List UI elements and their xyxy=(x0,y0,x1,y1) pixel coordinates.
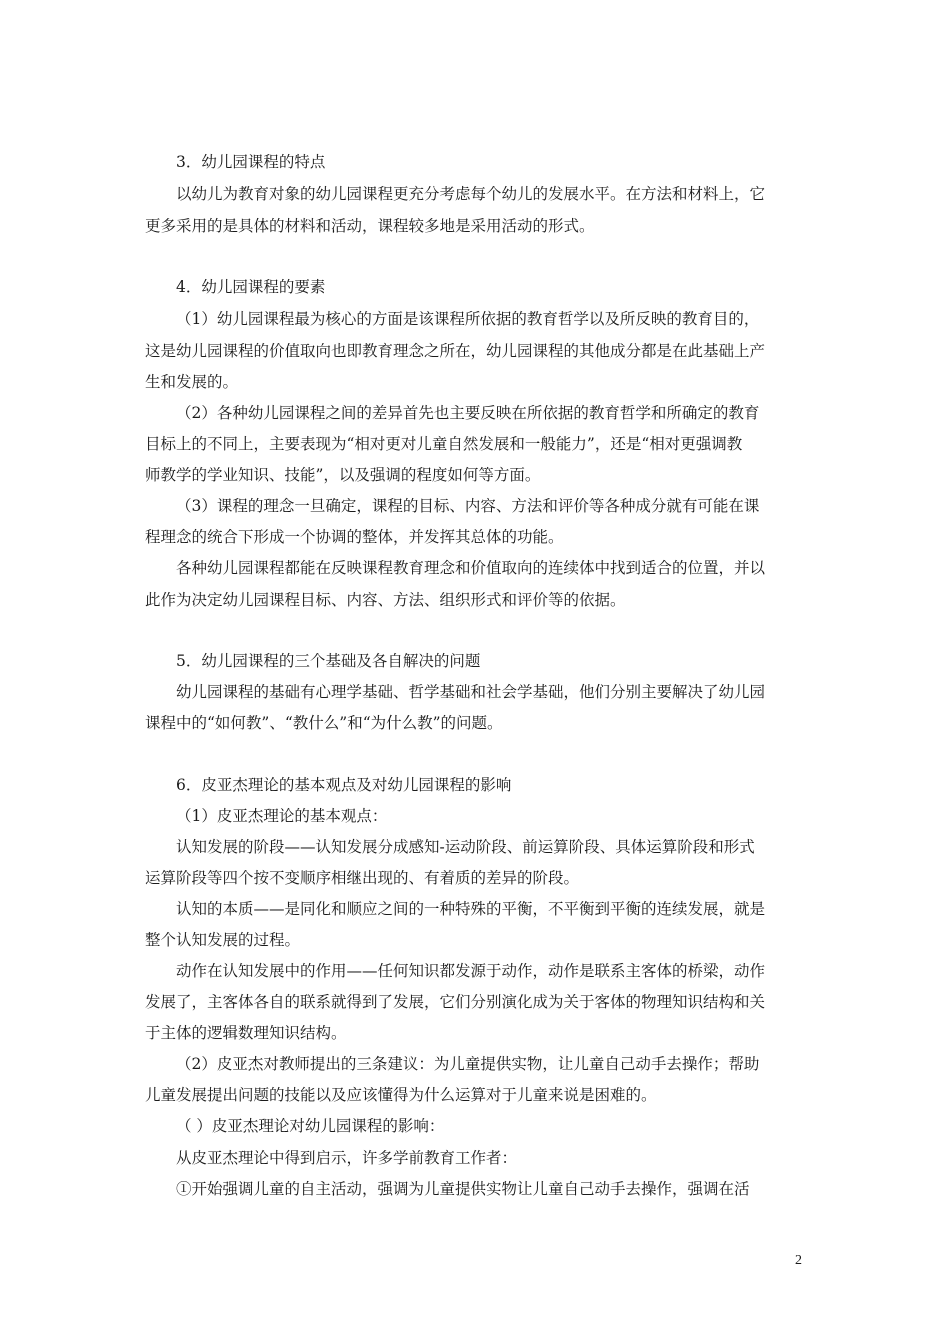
paragraph-line: 动作在认知发展中的作用——任何知识都发源于动作，动作是联系主客体的桥梁，动作 xyxy=(176,962,766,980)
paragraph-line: ①开始强调儿童的自主活动，强调为儿童提供实物让儿童自己动手去操作，强调在活 xyxy=(176,1180,750,1198)
paragraph-line: 各种幼儿园课程都能在反映课程教育理念和价值取向的连续体中找到适合的位置，并以 xyxy=(176,559,766,577)
paragraph-line: 发展了，主客体各自的联系就得到了发展，它们分别演化成为关于客体的物理知识结构和关 xyxy=(145,993,766,1011)
paragraph-line: 师教学的学业知识、技能”，以及强调的程度如何等方面。 xyxy=(145,466,541,484)
paragraph-line: 程理念的统合下形成一个协调的整体，并发挥其总体的功能。 xyxy=(145,528,564,546)
paragraph-line: 于主体的逻辑数理知识结构。 xyxy=(145,1024,347,1042)
paragraph-line: 认知发展的阶段——认知发展分成感知-运动阶段、前运算阶段、具体运算阶段和形式 xyxy=(176,838,755,856)
section-3-heading: 3．幼儿园课程的特点 xyxy=(176,153,326,171)
paragraph-line: 目标上的不同上，主要表现为“相对更对儿童自然发展和一般能力”，还是“相对更强调教 xyxy=(145,435,743,453)
page-number: 2 xyxy=(795,1253,802,1268)
paragraph-line: 此作为决定幼儿园课程目标、内容、方法、组织形式和评价等的依据。 xyxy=(145,591,626,609)
section-5-heading: 5．幼儿园课程的三个基础及各自解决的问题 xyxy=(176,652,481,670)
paragraph-line: 更多采用的是具体的材料和活动，课程较多地是采用活动的形式。 xyxy=(145,217,595,235)
section-4-heading: 4．幼儿园课程的要素 xyxy=(176,278,326,296)
paragraph-line: （2）皮亚杰对教师提出的三条建议：为儿童提供实物，让儿童自己动手去操作；帮助 xyxy=(176,1055,760,1073)
section-6-heading: 6．皮亚杰理论的基本观点及对幼儿园课程的影响 xyxy=(176,776,512,794)
paragraph-line: 课程中的“如何教”、“教什么”和“为什么教”的问题。 xyxy=(145,714,503,732)
paragraph-line: 运算阶段等四个按不变顺序相继出现的、有着质的差异的阶段。 xyxy=(145,869,580,887)
paragraph-line: （1）皮亚杰理论的基本观点： xyxy=(176,807,388,825)
paragraph-line: 幼儿园课程的基础有心理学基础、哲学基础和社会学基础，他们分别主要解决了幼儿园 xyxy=(176,683,766,701)
paragraph-line: 整个认知发展的过程。 xyxy=(145,931,301,949)
paragraph-line: 从皮亚杰理论中得到启示，许多学前教育工作者： xyxy=(176,1149,518,1167)
paragraph-line: （ ）皮亚杰理论对幼儿园课程的影响： xyxy=(176,1117,445,1135)
paragraph-line: 儿童发展提出问题的技能以及应该懂得为什么运算对于儿童来说是困难的。 xyxy=(145,1086,657,1104)
paragraph-line: 以幼儿为教育对象的幼儿园课程更充分考虑每个幼儿的发展水平。在方法和材料上，它 xyxy=(176,185,766,203)
paragraph-line: （1）幼儿园课程最为核心的方面是该课程所依据的教育哲学以及所反映的教育目的， xyxy=(176,310,760,328)
paragraph-line: 生和发展的。 xyxy=(145,373,239,391)
paragraph-line: （2）各种幼儿园课程之间的差异首先也主要反映在所依据的教育哲学和所确定的教育 xyxy=(176,404,760,422)
paragraph-line: 认知的本质——是同化和顺应之间的一种特殊的平衡，不平衡到平衡的连续发展，就是 xyxy=(176,900,766,918)
paragraph-line: （3）课程的理念一旦确定，课程的目标、内容、方法和评价等各种成分就有可能在课 xyxy=(176,497,760,515)
paragraph-line: 这是幼儿园课程的价值取向也即教育理念之所在，幼儿园课程的其他成分都是在此基础上产 xyxy=(145,342,766,360)
